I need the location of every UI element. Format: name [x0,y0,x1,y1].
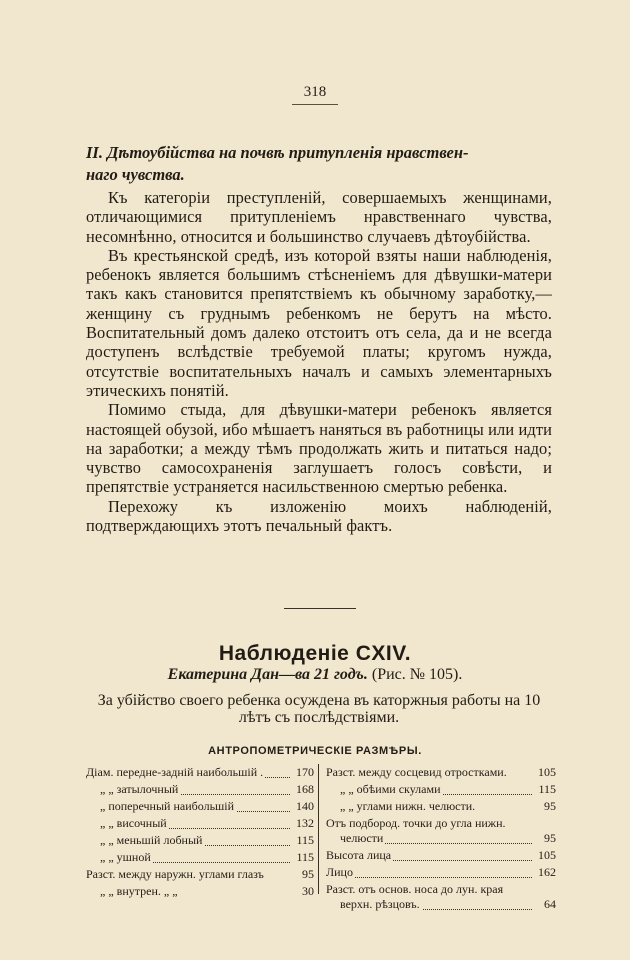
measure-label: Діам. передне-задній наибольшій . [86,765,264,779]
measure-label: „ „ внутрен. „ „ [86,884,180,898]
measure-value: 95 [544,831,556,845]
measure-label: Отъ подбород. точки до угла нижн. [326,816,506,830]
observation-verdict: За убійство своего ребенка осуждена въ каторжныя работы на 10 лѣтъ съ послѣдствіями. [97,692,541,726]
section-divider [284,608,356,609]
measure-value: 105 [538,765,556,779]
subject-name: Екатерина Дан—ва 21 годъ. [167,666,368,683]
measure-row [86,798,314,815]
measure-row [326,881,556,896]
paragraph-2: Въ крестьянской средѣ, изъ которой взяты наши наблюденія, ребенокъ является большимъ стѣсненіемъ для дѣвушки-матери такъ какъ становится препятствіемъ къ обычному заработку,—женщину съ груднымъ ребенкомъ не берутъ на мѣсто. Воспитательный домъ далеко отстоитъ отъ села, да и не всегда доступенъ вслѣдствіе требуемой платы; кругомъ нужда, отсутствіе воспитательныхъ началъ и самыхъ элементарныхъ этическихъ понятій. [86,245,552,400]
measure-row [86,832,314,849]
page-number: 318 [303,84,327,100]
measure-row [326,781,556,798]
measure-label: „ „ ушной [86,850,153,864]
anthropometry-left-column [86,764,314,900]
measure-label: „ „ височный [86,816,169,830]
measure-row [86,781,314,798]
observation-title: Наблюденіе CXIV. [218,642,412,665]
measure-value: 95 [302,867,314,881]
anthropometry-header: АНТРОПОМЕТРИЧЕСКІЕ РАЗМѢРЫ. [208,745,422,757]
anthropometry-right-column [326,764,556,913]
measure-label: верхн. рѣзцовъ. [326,897,422,911]
measure-row [326,847,556,864]
measure-row [86,815,314,832]
section-title [86,142,552,186]
figure-reference: (Рис. № 105). [371,666,463,683]
measure-label: „ „ меньшій лобный [86,833,204,847]
measure-value: 30 [302,884,314,898]
measure-row [86,764,314,781]
measure-row [86,883,314,900]
measure-row [326,815,556,830]
measure-value: 115 [296,850,314,864]
measure-row [326,830,556,847]
measure-row [326,798,556,815]
measure-label: Лицо [326,865,353,879]
measure-value: 162 [538,865,556,879]
measure-row [326,764,556,781]
dot-leader [326,877,532,878]
observation-subject [0,666,630,684]
body-text [86,188,552,535]
measure-value: 64 [544,897,556,911]
paragraph-1: Къ категоріи преступленій, совершаемыхъ женщинами, отличающимися притупленіемъ нравственнаго чувства, несомнѣнно, относится и большинство случаевъ дѣтоубійства. [86,188,552,246]
measure-label: челюсти [326,831,385,845]
measure-label: „ поперечный наибольшій [86,799,236,813]
measure-row [86,849,314,866]
paragraph-3: Помимо стыда, для дѣвушки-матери ребенокъ является настоящей обузой, ибо мѣшаетъ наняться въ работницы или идти на заработки; а между тѣмъ продолжать жить и питаться надо; чувство самосохраненія заглушаетъ голосъ совѣсти, и препятствіе устраняется насильственною смертью ребенка. [86,400,552,497]
page-number-rule [292,104,338,105]
measure-label: Разст. между наружн. углами глазъ [86,867,264,881]
measure-value: 105 [538,848,556,862]
column-divider [318,764,319,894]
measure-label: Высота лица [326,848,392,862]
measure-row [326,864,556,881]
measure-label: Разст. между сосцевид отростками. [326,765,507,779]
section-title-line2: наго чувства. [86,165,185,184]
measure-value: 170 [296,765,314,779]
measure-value: 115 [296,833,314,847]
measure-label: Разст. отъ основ. носа до лун. края [326,882,504,896]
measure-value: 140 [296,799,314,813]
measure-value: 168 [296,782,314,796]
measure-label: „ „ углами нижн. челюсти. [326,799,477,813]
measure-label: „ „ обѣими скулами [326,782,443,796]
measure-row [86,866,314,883]
measure-value: 95 [544,799,556,813]
measure-label: „ „ затылочный [86,782,180,796]
section-title-line1: II. Дѣтоубійства на почвѣ притупленія нравствен- [86,143,469,162]
measure-value: 115 [538,782,556,796]
paragraph-4: Перехожу къ изложенію моихъ наблюденій, подтверждающихъ этотъ печальный фактъ. [86,496,552,536]
measure-row [326,896,556,913]
measure-value: 132 [296,816,314,830]
